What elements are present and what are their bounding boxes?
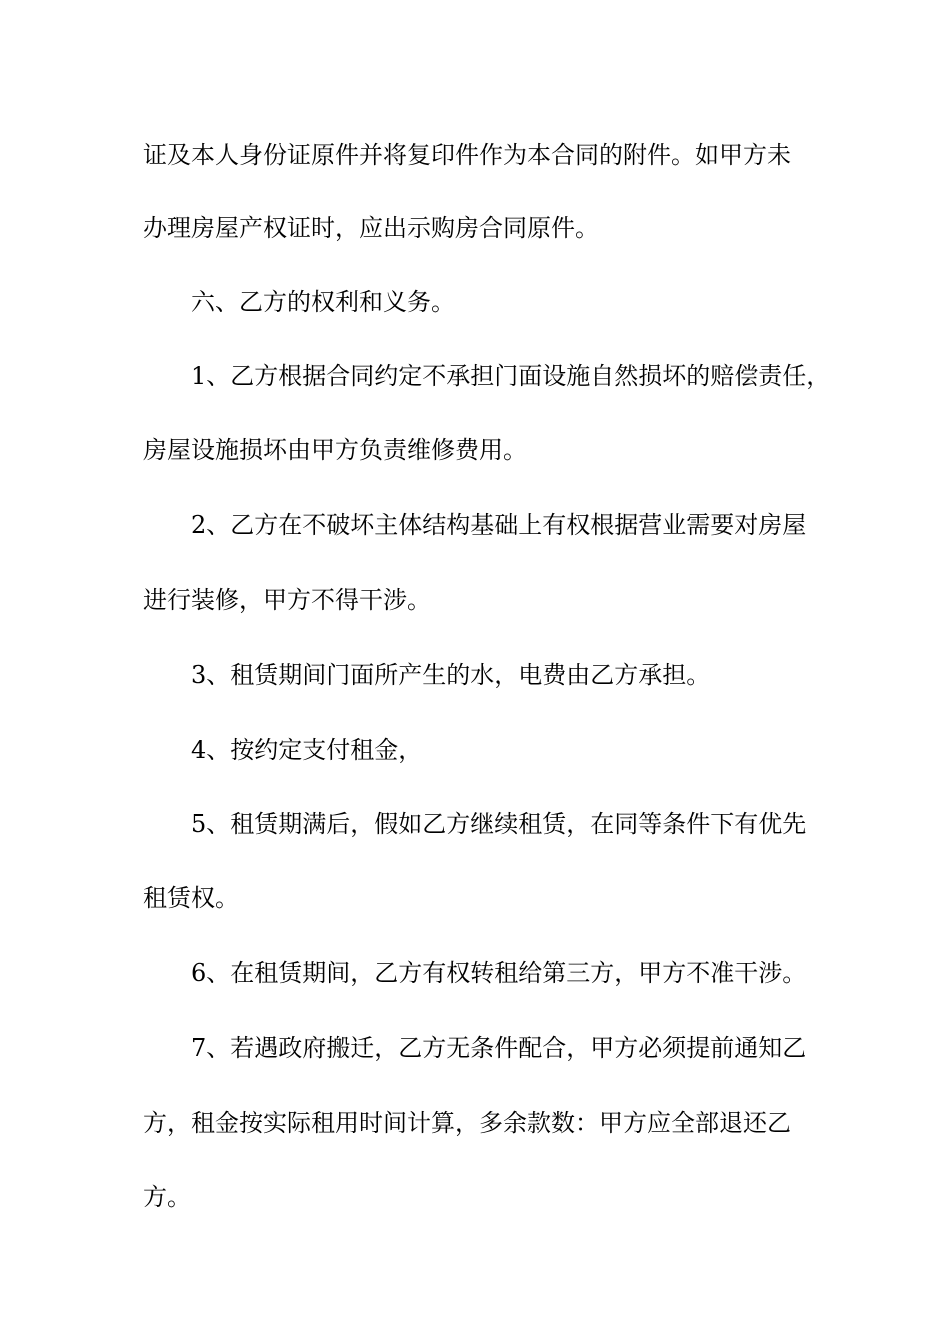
text-line: 方，租金按实际租用时间计算，多余款数：甲方应全部退还乙 [143, 1109, 791, 1137]
text-line: 7、若遇政府搬迁，乙方无条件配合，甲方必须提前通知乙 [191, 1034, 807, 1062]
text-line: 1、乙方根据合同约定不承担门面设施自然损坏的赔偿责任， [191, 362, 831, 390]
text-line: 5、租赁期满后，假如乙方继续租赁，在同等条件下有优先 [191, 810, 807, 838]
text-line: 4、按约定支付租金， [191, 736, 423, 764]
text-line: 进行装修，甲方不得干涉。 [143, 586, 431, 614]
text-line: 办理房屋产权证时，应出示购房合同原件。 [143, 214, 599, 242]
text-line: 房屋设施损坏由甲方负责维修费用。 [143, 436, 527, 464]
text-line: 6、在租赁期间，乙方有权转租给第三方，甲方不准干涉。 [191, 959, 807, 987]
text-line: 租赁权。 [143, 884, 239, 912]
section-heading: 六、乙方的权利和义务。 [191, 288, 455, 316]
text-line: 3、租赁期间门面所产生的水，电费由乙方承担。 [191, 661, 711, 689]
text-line: 2、乙方在不破坏主体结构基础上有权根据营业需要对房屋 [191, 511, 807, 539]
text-line: 证及本人身份证原件并将复印件作为本合同的附件。如甲方未 [143, 141, 791, 169]
text-line: 方。 [143, 1183, 191, 1211]
